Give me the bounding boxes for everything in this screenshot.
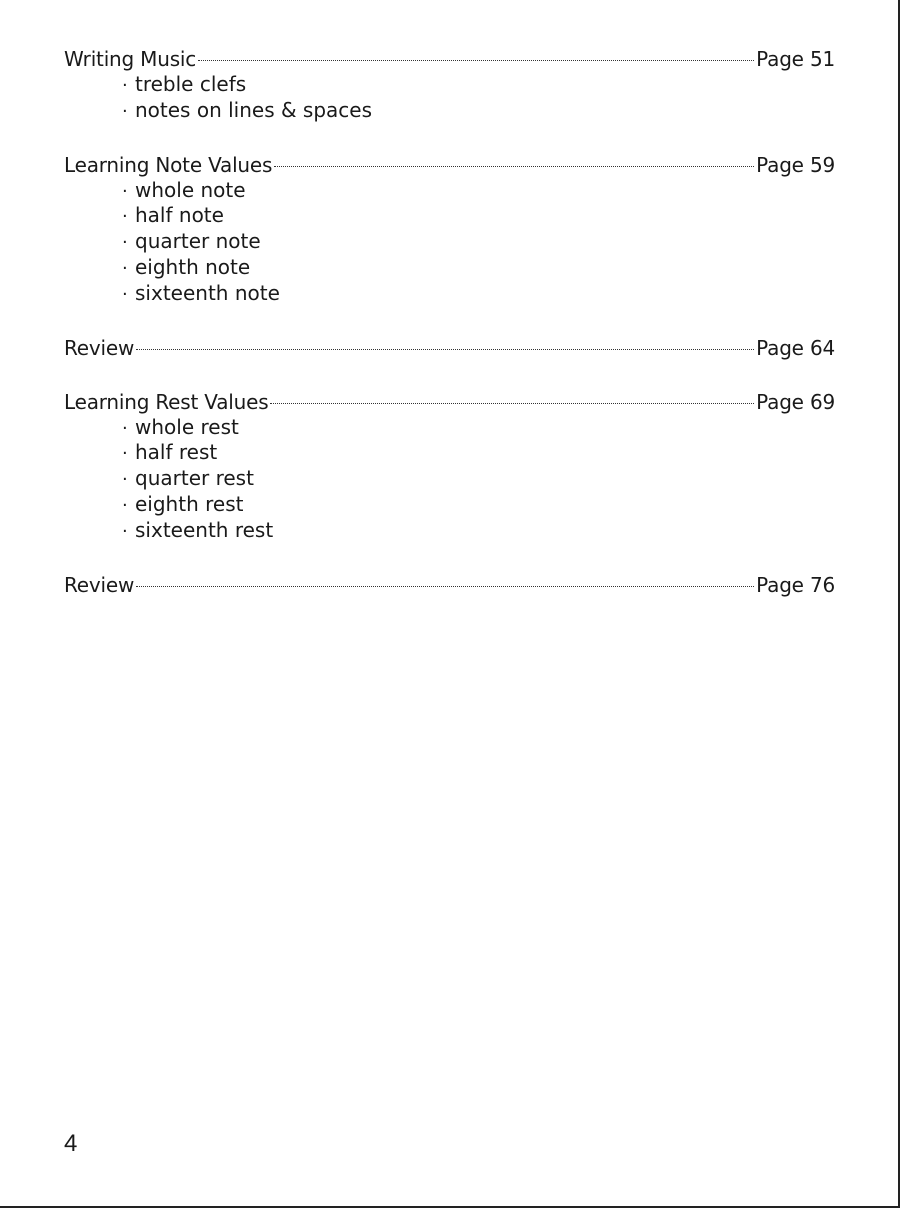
page-number: 4 bbox=[64, 1130, 78, 1157]
toc-subitem-label: eighth note bbox=[135, 254, 251, 279]
toc-subitem bbox=[64, 229, 835, 255]
toc-subitem bbox=[64, 518, 835, 544]
bullet-icon: · bbox=[122, 100, 128, 122]
toc-entry[interactable] bbox=[64, 335, 835, 361]
toc-subitem bbox=[64, 178, 835, 204]
toc-subitem bbox=[64, 466, 835, 492]
toc-subitem-label: sixteenth rest bbox=[135, 517, 274, 542]
toc-entry-title: Review bbox=[64, 572, 135, 597]
toc-subitem-label: eighth rest bbox=[135, 491, 244, 516]
dot-leader bbox=[198, 60, 754, 61]
bullet-icon: · bbox=[122, 232, 128, 254]
bullet-icon: · bbox=[122, 469, 128, 491]
toc-entry-page: Page 59 bbox=[756, 152, 835, 177]
toc-subitem bbox=[64, 492, 835, 518]
toc-entry-page: Page 69 bbox=[756, 389, 835, 414]
bullet-icon: · bbox=[122, 206, 128, 228]
toc-subitem-label: whole note bbox=[135, 177, 246, 202]
toc-sublist bbox=[64, 178, 835, 307]
bullet-icon: · bbox=[122, 494, 128, 516]
toc-subitem bbox=[64, 440, 835, 466]
toc-entry[interactable] bbox=[64, 389, 835, 415]
table-of-contents bbox=[64, 46, 835, 626]
bullet-icon: · bbox=[122, 443, 128, 465]
dot-leader bbox=[136, 586, 754, 587]
toc-subitem-label: whole rest bbox=[135, 414, 239, 439]
toc-section-rest-values bbox=[64, 389, 835, 544]
dot-leader bbox=[274, 166, 754, 167]
toc-entry[interactable] bbox=[64, 46, 835, 72]
toc-section-note-values bbox=[64, 152, 835, 307]
toc-section-review-2 bbox=[64, 572, 835, 598]
toc-subitem-label: quarter note bbox=[135, 229, 261, 254]
toc-subitem bbox=[64, 415, 835, 441]
toc-entry-page: Page 64 bbox=[756, 335, 835, 360]
toc-subitem bbox=[64, 255, 835, 281]
bullet-icon: · bbox=[122, 75, 128, 96]
toc-entry-page: Page 76 bbox=[756, 572, 835, 597]
bullet-icon: · bbox=[122, 520, 128, 542]
toc-section-review-1 bbox=[64, 335, 835, 361]
toc-sublist bbox=[64, 72, 835, 124]
toc-subitem-label: half note bbox=[135, 203, 224, 228]
toc-entry-title: Review bbox=[64, 335, 135, 360]
toc-sublist bbox=[64, 415, 835, 544]
bullet-icon: · bbox=[122, 180, 128, 202]
dot-leader bbox=[270, 403, 754, 404]
toc-entry-title: Learning Rest Values bbox=[64, 389, 269, 414]
toc-subitem-label: treble clefs bbox=[135, 72, 247, 96]
toc-subitem-label: notes on lines & spaces bbox=[135, 97, 373, 122]
toc-entry-title: Learning Note Values bbox=[64, 152, 273, 177]
toc-subitem-label: sixteenth note bbox=[135, 280, 280, 305]
toc-entry-page: Page 51 bbox=[756, 47, 835, 71]
toc-section-writing-music bbox=[64, 46, 835, 124]
toc-entry-title: Writing Music bbox=[64, 47, 197, 71]
toc-subitem bbox=[64, 72, 835, 98]
bullet-icon: · bbox=[122, 417, 128, 439]
toc-entry[interactable] bbox=[64, 152, 835, 178]
toc-subitem-label: half rest bbox=[135, 440, 218, 465]
bullet-icon: · bbox=[122, 283, 128, 305]
toc-subitem bbox=[64, 281, 835, 307]
dot-leader bbox=[136, 349, 754, 350]
toc-subitem bbox=[64, 98, 835, 124]
bullet-icon: · bbox=[122, 257, 128, 279]
toc-subitem-label: quarter rest bbox=[135, 466, 254, 491]
toc-entry[interactable] bbox=[64, 572, 835, 598]
toc-subitem bbox=[64, 203, 835, 229]
